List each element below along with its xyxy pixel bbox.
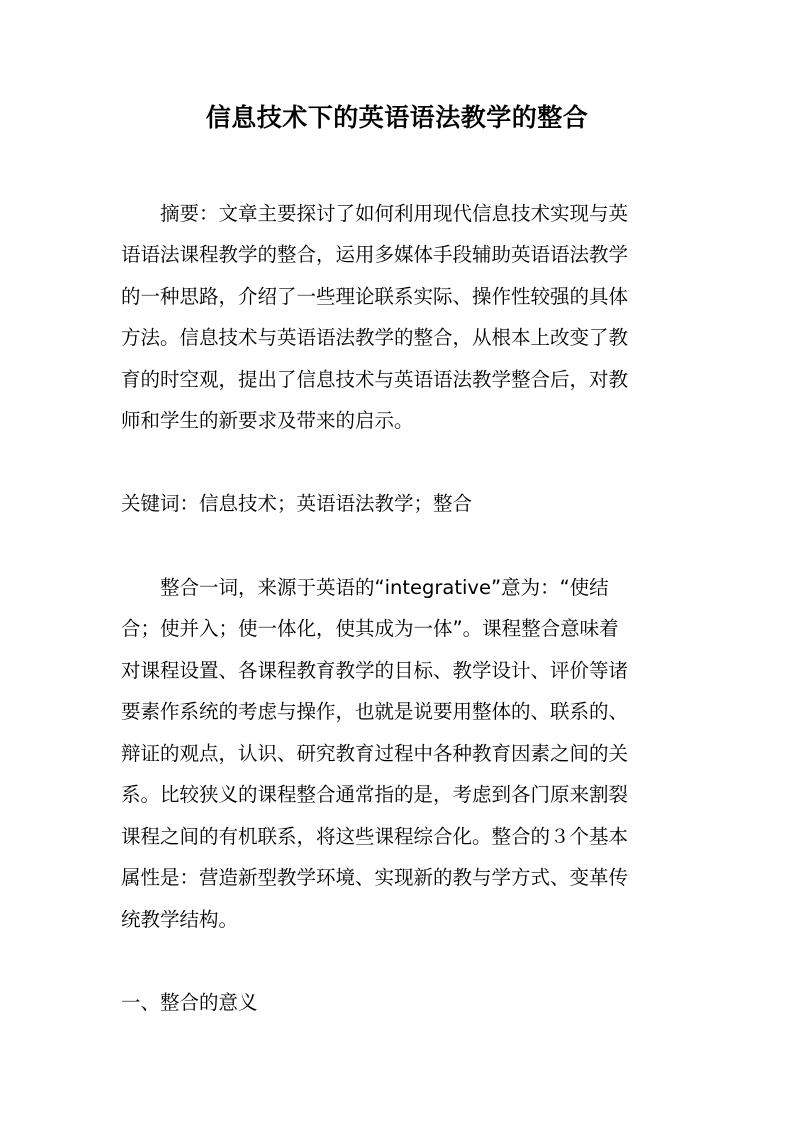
keywords-line: 关键词：信息技术；英语语法教学；整合: [121, 492, 473, 515]
body-line: 系。比较狭义的课程整合通常指的是，考虑到各门原来割裂: [121, 783, 629, 806]
abstract-line: 师和学生的新要求及带来的启示。: [121, 409, 414, 432]
body-line: 辩证的观点，认识、研究教育过程中各种教育因素之间的关: [121, 742, 629, 765]
abstract-line: 摘要：文章主要探讨了如何利用现代信息技术实现与英: [121, 202, 629, 225]
body-line: 统教学结构。: [121, 908, 239, 931]
body-line: 对课程设置、各课程教育教学的目标、教学设计、评价等诸: [121, 659, 629, 682]
document-title: 信息技术下的英语语法教学的整合: [205, 103, 589, 132]
body-line: 属性是：营造新型教学环境、实现新的教与学方式、变革传: [121, 866, 629, 889]
abstract-line: 的一种思路，介绍了一些理论联系实际、操作性较强的具体: [121, 285, 629, 308]
abstract-line: 方法。信息技术与英语语法教学的整合，从根本上改变了教: [121, 326, 629, 349]
section-heading: 一、整合的意义: [121, 991, 258, 1014]
abstract-line: 语语法课程教学的整合，运用多媒体手段辅助英语语法教学: [121, 243, 629, 266]
body-line: 课程之间的有机联系，将这些课程综合化。整合的３个基本: [121, 825, 629, 848]
body-line: 整合一词，来源于英语的“integrative”意为：“使结: [121, 576, 609, 599]
body-line: 要素作系统的考虑与操作，也就是说要用整体的、联系的、: [121, 700, 629, 723]
abstract-line: 育的时空观，提出了信息技术与英语语法教学整合后，对教: [121, 368, 629, 391]
body-line: 合；使并入；使一体化，使其成为一体”。课程整合意味着: [121, 617, 619, 640]
